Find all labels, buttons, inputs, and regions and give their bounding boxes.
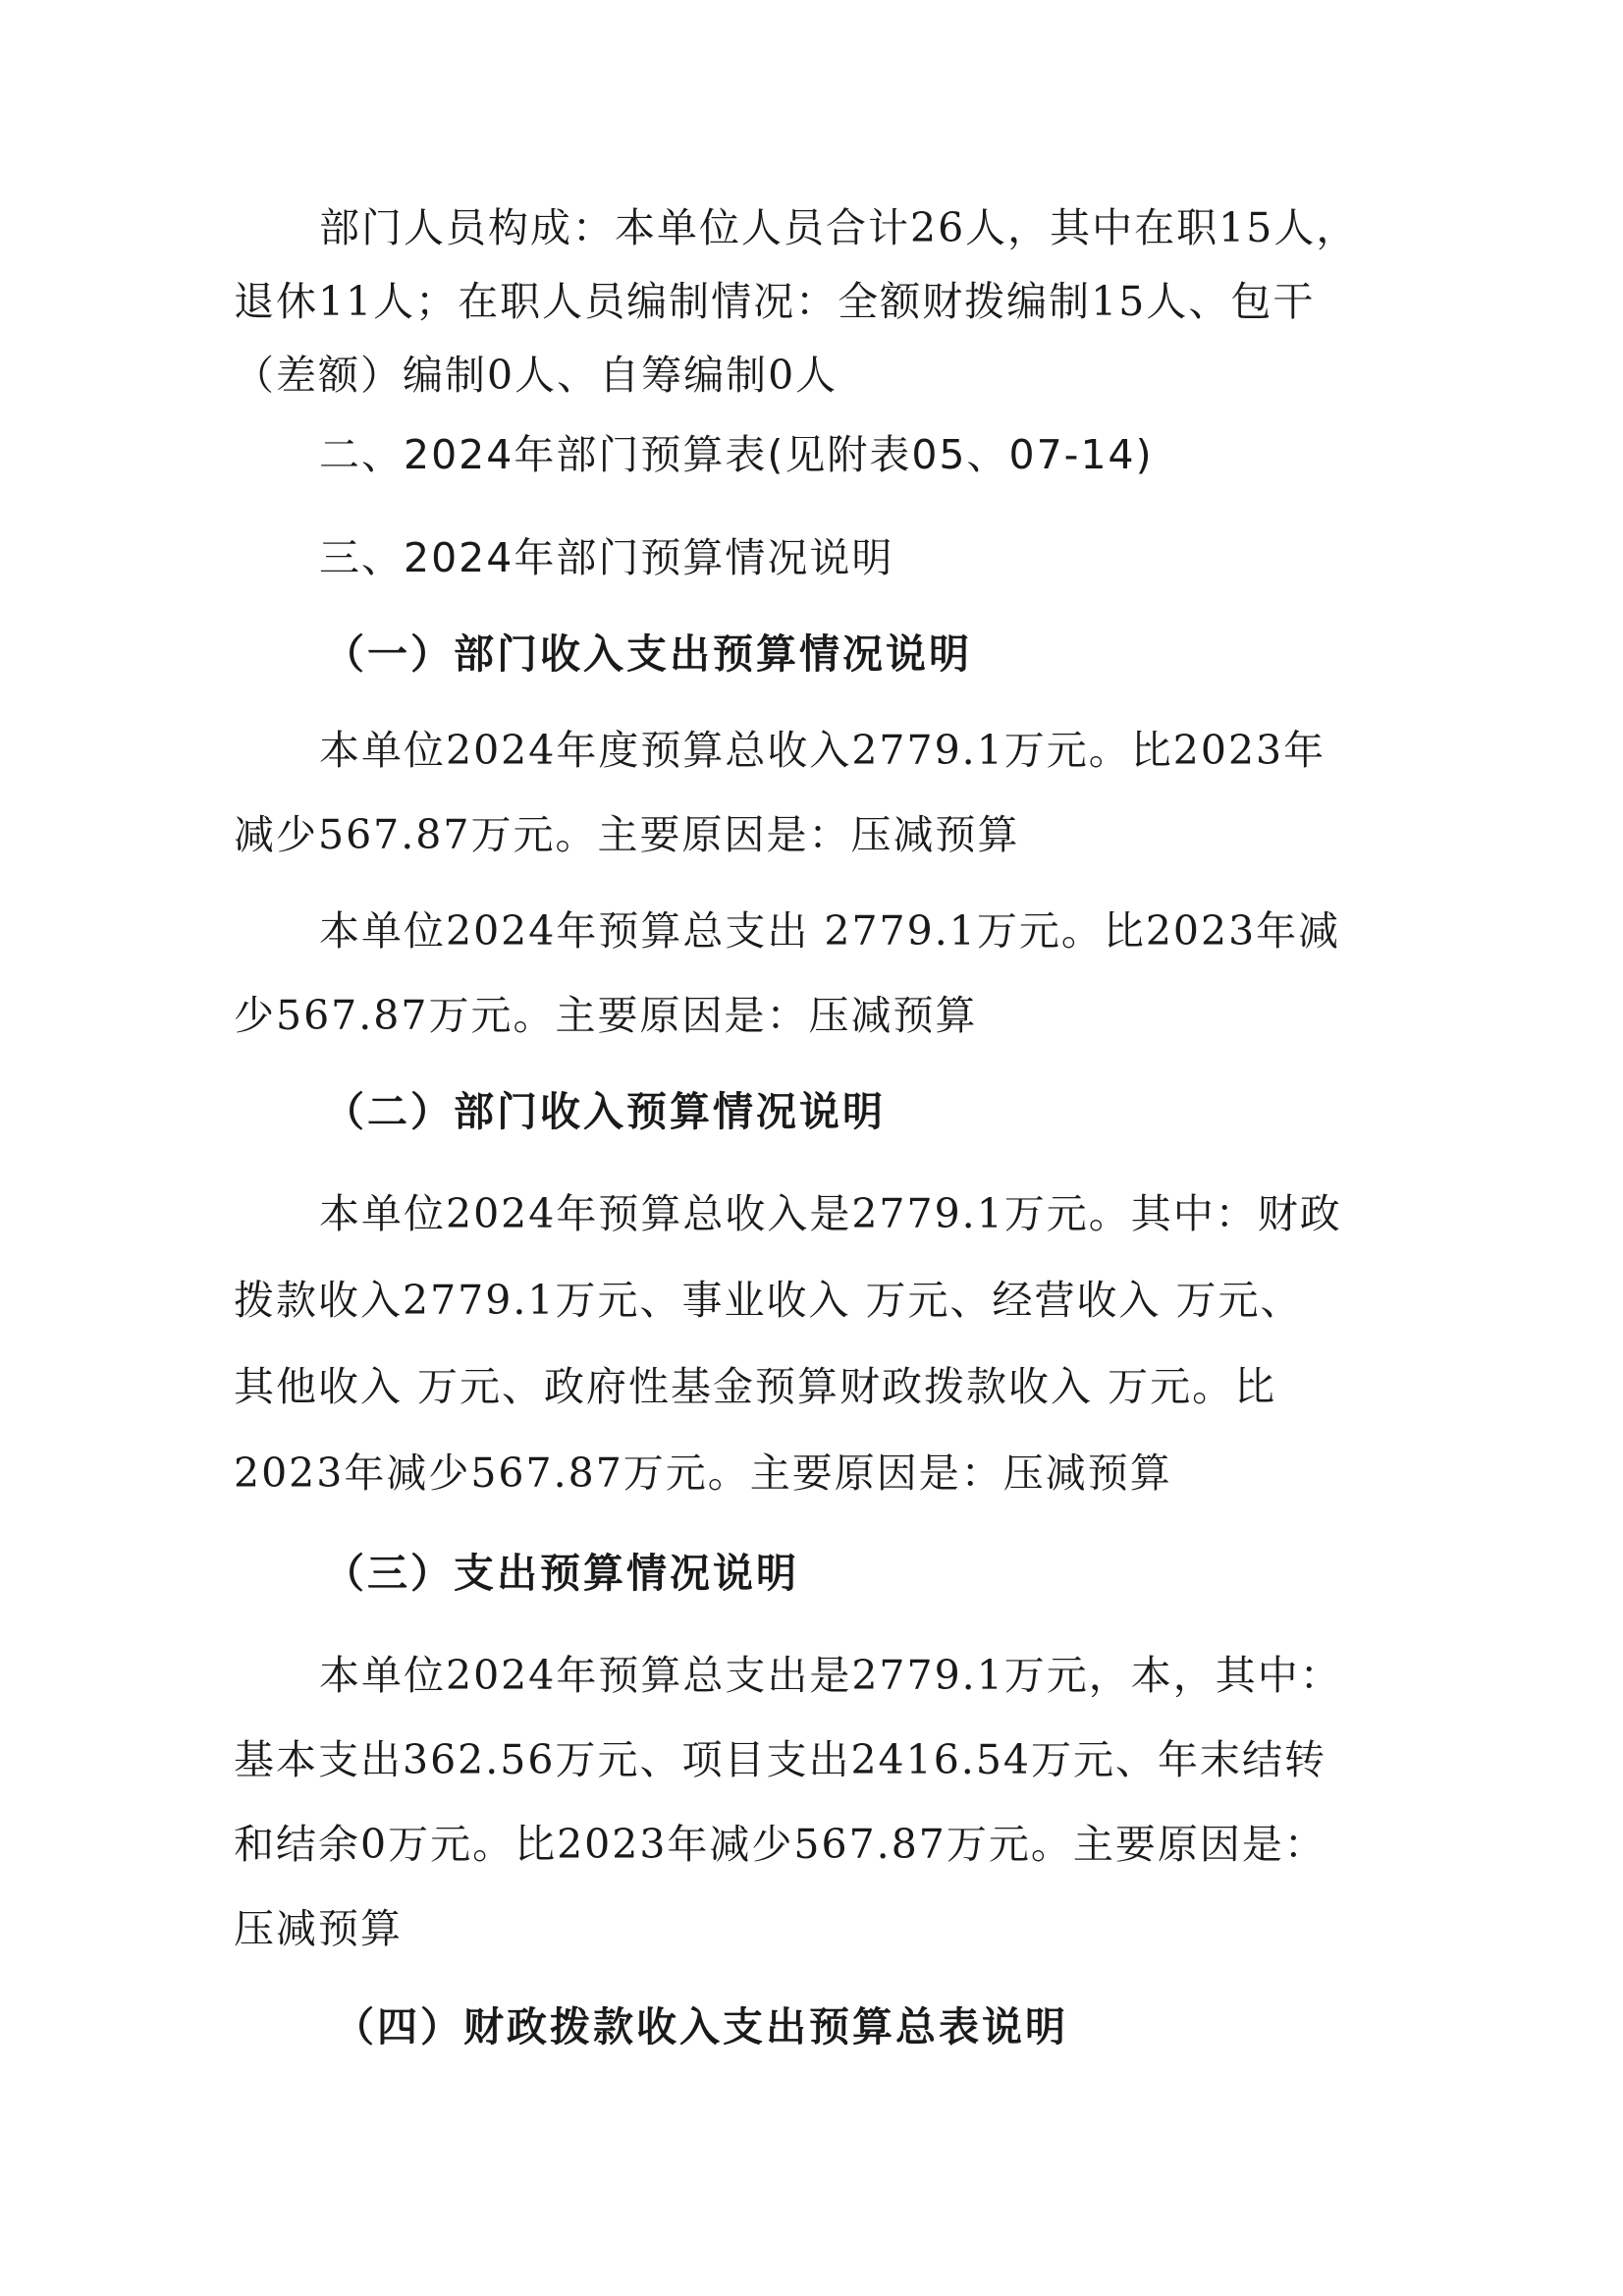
subsection-3-heading: （三）支出预算情况说明 — [324, 1550, 799, 1597]
sub2-line-1: 本单位2024年预算总收入是2779.1万元。其中：财政 — [319, 1190, 1342, 1237]
sub2-line-3: 其他收入 万元、政府性基金预算财政拨款收入 万元。比 — [234, 1363, 1277, 1410]
sub1-para2-line-2: 少567.87万元。主要原因是：压减预算 — [234, 992, 978, 1039]
staffing-line-3: （差额）编制0人、自筹编制0人 — [234, 352, 839, 399]
sub1-para1-line-1: 本单位2024年度预算总收入2779.1万元。比2023年 — [319, 727, 1326, 774]
section-3-heading: 三、2024年部门预算情况说明 — [319, 534, 894, 581]
staffing-line-2: 退休11人；在职人员编制情况：全额财拨编制15人、包干 — [234, 278, 1316, 325]
sub2-line-4: 2023年减少567.87万元。主要原因是：压减预算 — [234, 1449, 1172, 1497]
sub3-line-3: 和结余0万元。比2023年减少567.87万元。主要原因是： — [234, 1821, 1326, 1868]
sub3-line-1: 本单位2024年预算总支出是2779.1万元，本，其中： — [319, 1652, 1342, 1699]
subsection-2-heading: （二）部门收入预算情况说明 — [324, 1088, 886, 1135]
sub2-line-2: 拨款收入2779.1万元、事业收入 万元、经营收入 万元、 — [234, 1277, 1303, 1324]
sub1-para2-line-1: 本单位2024年预算总支出 2779.1万元。比2023年减 — [319, 907, 1341, 955]
staffing-line-1: 部门人员构成：本单位人员合计26人，其中在职15人， — [319, 204, 1359, 251]
sub3-line-2: 基本支出362.56万元、项目支出2416.54万元、年末结转 — [234, 1736, 1327, 1783]
sub1-para1-line-2: 减少567.87万元。主要原因是：压减预算 — [234, 811, 1020, 858]
section-2-heading: 二、2024年部门预算表(见附表05、07-14) — [319, 431, 1154, 478]
subsection-4-heading: （四）财政拨款收入支出预算总表说明 — [334, 2003, 1068, 2050]
sub3-line-4: 压减预算 — [234, 1905, 403, 1952]
subsection-1-heading: （一）部门收入支出预算情况说明 — [324, 630, 972, 678]
